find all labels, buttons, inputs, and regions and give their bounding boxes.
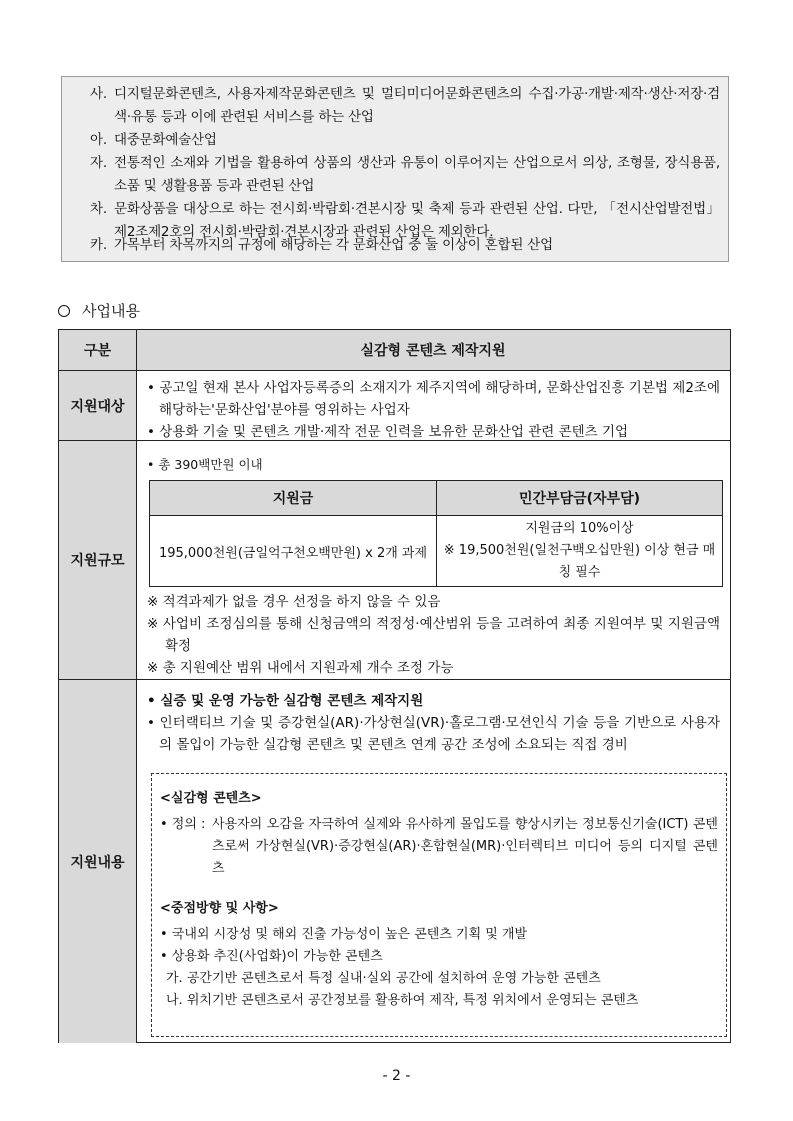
definition-box (61, 76, 729, 262)
list-item: 차. 문화상품을 대상으로 하는 전시회·박람회·견본시장 및 축제 등과 관련된 산업. 다만, 「전시산업발전법」 제2조제2호의 전시회·박람회·견본시장과 관련된 산업은 제외한다. (90, 201, 720, 240)
section-title: 사업내용 (58, 300, 140, 321)
list-item: 자. 전통적인 소재와 기법을 활용하여 상품의 생산과 유통이 이루어지는 산업으로서 의상, 조형물, 장식용품, 소품 및 생활용품 등과 관련된 산업 (90, 155, 720, 194)
circle-bullet-icon (58, 305, 70, 317)
row-divider (59, 679, 730, 680)
target-content: • 공고일 현재 본사 사업자등록증의 소재지가 제주지역에 해당하며, 문화산업진흥 기본법 제2조에 해당하는'문화산업'분야를 영위하는 사업자 • 상용화 기술 및 콘텐츠 개발·제작 전문 인력을 보유한 문화산업 관련 콘텐츠 기업 (147, 380, 720, 440)
row-label-scale: 지원규모 (59, 441, 136, 679)
program-table (58, 329, 731, 1043)
scale-notes: ※ 적격과제가 없을 경우 선정을 하지 않을 수 있음 ※ 사업비 조정심의를 통해 신청금액의 적정성·예산범위 등을 고려하여 최종 지원여부 및 지원금액 확정 ※ 총 지원예산 범위 내에서 지원과제 개수 조정 가능 (147, 594, 720, 676)
detail-heading: <중점방향 및 사항> (160, 901, 279, 916)
detail-point: • 상용화 추진(사업화)이 가능한 콘텐츠 (160, 949, 383, 964)
funding-header-grant: 지원금 (272, 491, 314, 507)
detail-point: 가. 공간기반 콘텐츠로서 특정 실내·실외 공간에 설치하여 운영 가능한 콘텐츠 (166, 971, 601, 986)
definition-line: • 정의 : 사용자의 오감을 자극하여 실제와 유사하게 몰입도를 향상시키는 정보통신기술(ICT) 콘텐츠로써 가상현실(VR)·증강현실(AR)·혼합현실(MR)·인터렉티브 미디어 등의 디지털 콘텐츠 (160, 817, 718, 876)
funding-header-private: 민간부담금(자부담) (519, 491, 640, 507)
row-label-content: 지원내용 (59, 680, 136, 1043)
header-label: 구분 (59, 330, 136, 370)
scale-total: • 총 390백만원 이내 (147, 457, 263, 472)
row-divider (59, 370, 730, 371)
list-item: 사. 디지털문화콘텐츠, 사용자제작문화콘텐츠 및 멀티미디어문화콘텐츠의 수집·가공·개발·제작·생산·저장·검색·유통 등과 이에 관련된 서비스를 하는 산업 (90, 86, 720, 125)
funding-private-value: 지원금의 10%이상 ※ 19,500천원(일천구백오십만원) 이상 현금 매칭 필수 (443, 521, 716, 580)
content-detail-box (151, 773, 727, 1037)
funding-table (149, 480, 723, 587)
row-label-target: 지원대상 (59, 371, 136, 440)
detail-point: • 국내외 시장성 및 해외 진출 가능성이 높은 콘텐츠 기획 및 개발 (160, 927, 528, 942)
detail-point: 나. 위치기반 콘텐츠로서 공간정보를 활용하여 제작, 특정 위치에서 운영되는 콘텐츠 (166, 993, 639, 1008)
label-column-divider (136, 330, 137, 1042)
header-title: 실감형 콘텐츠 제작지원 (360, 343, 506, 359)
row-divider (59, 440, 730, 441)
content-bullets: • 실증 및 운영 가능한 실감형 콘텐츠 제작지원 • 인터랙티브 기술 및 증강현실(AR)·가상현실(VR)·홀로그램·모션인식 기술 등을 기반으로 사용자의 몰입이 가능한 실감형 콘텐츠 및 콘텐츠 연계 공간 조성에 소요되는 직접 경비 (147, 693, 720, 753)
detail-heading: <실감형 콘텐츠> (160, 791, 262, 806)
list-item: 아. 대중문화예술산업 (90, 132, 217, 148)
page-number: - 2 - (382, 1068, 411, 1084)
list-item: 카. 가목부터 차목까지의 규정에 해당하는 각 문화산업 중 둘 이상이 혼합된 산업 (90, 237, 553, 253)
funding-grant-value: 195,000천원(금일억구천오백만원) x 2개 과제 (158, 545, 428, 561)
